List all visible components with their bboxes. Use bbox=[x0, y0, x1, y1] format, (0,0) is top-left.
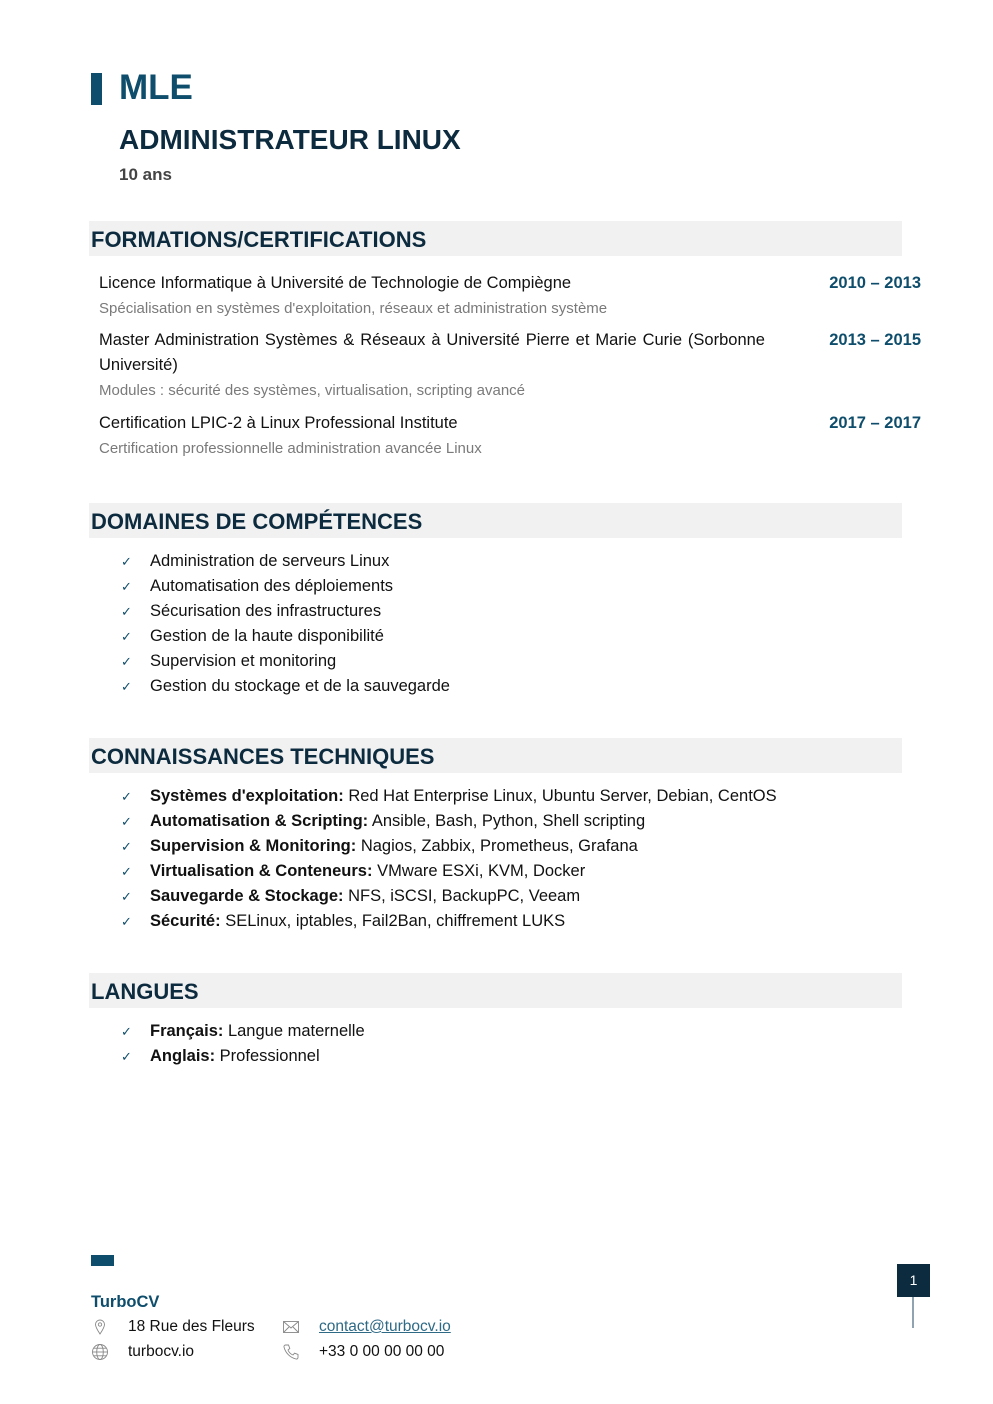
check-icon: ✓ bbox=[121, 789, 132, 804]
education-item bbox=[99, 411, 921, 460]
check-icon: ✓ bbox=[121, 889, 132, 904]
list-item bbox=[121, 1044, 365, 1069]
item-value: Nagios, Zabbix, Prometheus, Grafana bbox=[356, 837, 638, 855]
check-icon: ✓ bbox=[121, 679, 132, 694]
page-number-line bbox=[912, 1297, 914, 1328]
skill-text: Sécurisation des infrastructures bbox=[150, 602, 382, 620]
education-dates: 2017 – 2017 bbox=[829, 414, 921, 432]
list-item bbox=[121, 809, 777, 834]
item-value: Ansible, Bash, Python, Shell scripting bbox=[368, 812, 646, 830]
check-icon: ✓ bbox=[121, 839, 132, 854]
check-icon: ✓ bbox=[121, 1024, 132, 1039]
item-label: Systèmes d'exploitation: bbox=[150, 787, 344, 805]
check-icon: ✓ bbox=[121, 654, 132, 669]
language-level: Langue maternelle bbox=[223, 1022, 365, 1040]
map-pin-icon bbox=[91, 1318, 109, 1336]
check-icon: ✓ bbox=[121, 864, 132, 879]
list-item bbox=[121, 574, 450, 599]
email-link[interactable]: contact@turbocv.io bbox=[319, 1318, 451, 1335]
section-title: LANGUES bbox=[91, 979, 199, 1004]
check-icon: ✓ bbox=[121, 814, 132, 829]
list-item bbox=[121, 649, 450, 674]
languages-list bbox=[121, 1019, 365, 1069]
education-description: Certification professionnelle administration avancée Linux bbox=[99, 440, 482, 457]
item-label: Automatisation & Scripting: bbox=[150, 812, 369, 830]
item-label: Virtualisation & Conteneurs: bbox=[150, 862, 373, 880]
section-header-languages bbox=[89, 973, 902, 1008]
skills-list bbox=[121, 549, 450, 699]
list-item bbox=[121, 674, 450, 699]
section-title: CONNAISSANCES TECHNIQUES bbox=[91, 744, 435, 769]
check-icon: ✓ bbox=[121, 579, 132, 594]
education-dates: 2013 – 2015 bbox=[829, 331, 921, 349]
check-icon: ✓ bbox=[121, 554, 132, 569]
education-description: Modules : sécurité des systèmes, virtualisation, scripting avancé bbox=[99, 382, 526, 399]
list-item bbox=[121, 834, 777, 859]
item-label: Supervision & Monitoring: bbox=[150, 837, 357, 855]
phone-icon bbox=[282, 1343, 300, 1361]
check-icon: ✓ bbox=[121, 1049, 132, 1064]
item-label: Sauvegarde & Stockage: bbox=[150, 887, 344, 905]
item-value: Red Hat Enterprise Linux, Ubuntu Server, Debian, CentOS bbox=[343, 787, 777, 805]
item-value: NFS, iSCSI, BackupPC, Veeam bbox=[343, 887, 581, 905]
language-level: Professionnel bbox=[215, 1047, 320, 1065]
header-accent-bar bbox=[91, 73, 102, 105]
address-text: 18 Rue des Fleurs bbox=[128, 1318, 255, 1335]
list-item bbox=[121, 549, 450, 574]
language-name: Anglais: bbox=[150, 1047, 216, 1065]
list-item bbox=[121, 909, 777, 934]
phone-text: +33 0 00 00 00 00 bbox=[319, 1343, 445, 1360]
education-description: Spécialisation en systèmes d'exploitation, réseaux et administration système bbox=[99, 300, 608, 317]
check-icon: ✓ bbox=[121, 914, 132, 929]
education-title: Licence Informatique à Université de Technologie de Compiègne bbox=[99, 274, 572, 292]
item-value: VMware ESXi, KVM, Docker bbox=[372, 862, 586, 880]
item-label: Sécurité: bbox=[150, 912, 221, 930]
language-name: Français: bbox=[150, 1022, 224, 1040]
globe-icon bbox=[91, 1343, 109, 1361]
skill-text: Supervision et monitoring bbox=[150, 652, 337, 670]
experience-years: 10 ans bbox=[119, 165, 172, 184]
section-header-skills bbox=[89, 503, 902, 538]
education-item bbox=[99, 328, 921, 402]
skill-text: Automatisation des déploiements bbox=[150, 577, 394, 595]
list-item bbox=[121, 784, 777, 809]
check-icon: ✓ bbox=[121, 604, 132, 619]
list-item bbox=[121, 884, 777, 909]
candidate-name: MLE bbox=[119, 68, 193, 107]
education-dates: 2010 – 2013 bbox=[829, 274, 921, 292]
skill-text: Administration de serveurs Linux bbox=[150, 552, 390, 570]
skill-text: Gestion du stockage et de la sauvegarde bbox=[150, 677, 450, 695]
technical-list bbox=[121, 784, 777, 934]
footer-brand: TurboCV bbox=[91, 1293, 160, 1311]
section-title: FORMATIONS/CERTIFICATIONS bbox=[91, 227, 427, 252]
list-item bbox=[121, 1019, 365, 1044]
section-header-education bbox=[89, 221, 902, 256]
page-number: 1 bbox=[897, 1264, 930, 1297]
envelope-icon bbox=[282, 1318, 300, 1336]
education-item bbox=[99, 271, 921, 320]
footer-accent-bar bbox=[91, 1255, 114, 1266]
list-item bbox=[121, 859, 777, 884]
list-item bbox=[121, 599, 450, 624]
skill-text: Gestion de la haute disponibilité bbox=[150, 627, 384, 645]
section-header-technical bbox=[89, 738, 902, 773]
education-title: Master Administration Systèmes & Réseaux à Université Pierre et Marie Curie (Sorbonne Université) bbox=[99, 331, 765, 374]
website-text[interactable]: turbocv.io bbox=[128, 1343, 195, 1360]
section-title: DOMAINES DE COMPÉTENCES bbox=[91, 509, 423, 534]
item-value: SELinux, iptables, Fail2Ban, chiffrement LUKS bbox=[220, 912, 566, 930]
job-title: ADMINISTRATEUR LINUX bbox=[119, 124, 461, 155]
check-icon: ✓ bbox=[121, 629, 132, 644]
list-item bbox=[121, 624, 450, 649]
education-title: Certification LPIC-2 à Linux Professional Institute bbox=[99, 414, 458, 432]
